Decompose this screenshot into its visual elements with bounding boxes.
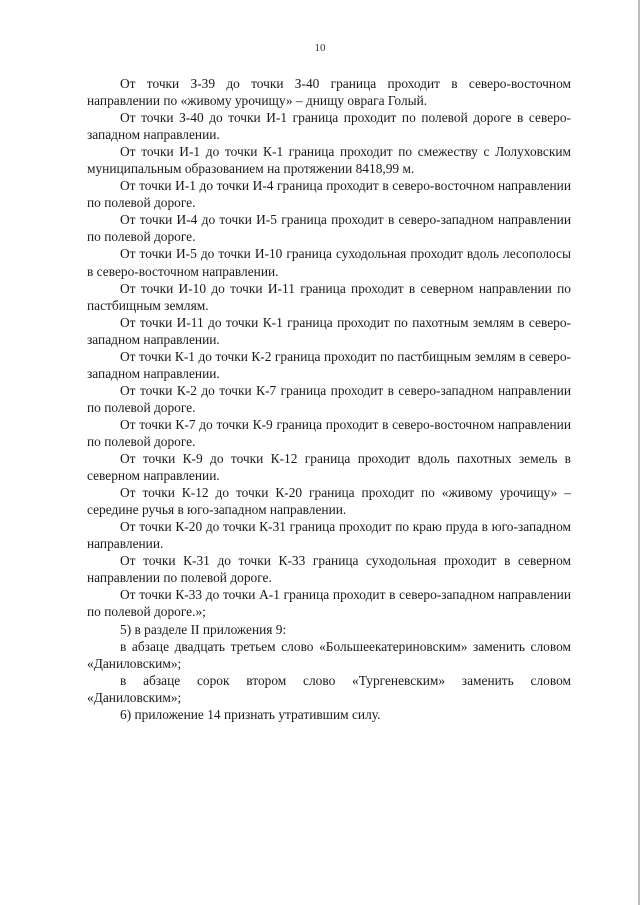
page-number: 10 bbox=[314, 42, 326, 54]
document-body bbox=[87, 75, 571, 723]
paragraph: От точки К-33 до точки А-1 граница проходит в северо-западном направлении по полевой дороге.»; bbox=[87, 587, 571, 620]
paragraph: От точки К-7 до точки К-9 граница проходит в северо-восточном направлении по полевой дороге. bbox=[87, 416, 571, 449]
paragraph: От точки И-4 до точки И-5 граница проходит в северо-западном направлении по полевой дороге. bbox=[87, 212, 571, 245]
paragraph: в абзаце сорок втором слово «Тургеневским» заменить словом «Даниловским»; bbox=[87, 672, 571, 705]
paragraph: От точки К-1 до точки К-2 граница проходит по пастбищным землям в северо-западном направлении. bbox=[87, 348, 571, 381]
paragraph: От точки К-12 до точки К-20 граница проходит по «живому урочищу» – середине ручья в юго-западном направлении. bbox=[87, 485, 571, 518]
paragraph: От точки З-39 до точки З-40 граница проходит в северо-восточном направлении по «живому урочищу» – днищу оврага Голый. bbox=[87, 76, 571, 109]
paragraph: От точки И-1 до точки И-4 граница проходит в северо-восточном направлении по полевой дороге. bbox=[87, 178, 571, 211]
paragraph: От точки И-5 до точки И-10 граница суходольная проходит вдоль лесополосы в северо-восточном направлении. bbox=[87, 246, 571, 279]
paragraph: От точки И-10 до точки И-11 граница проходит в северном направлении по пастбищным землям. bbox=[87, 280, 571, 313]
paragraph: От точки З-40 до точки И-1 граница проходит по полевой дороге в северо-западном направлении. bbox=[87, 110, 571, 143]
paragraph: От точки И-11 до точки К-1 граница проходит по пахотным землям в северо-западном направлении. bbox=[87, 314, 571, 347]
paragraph: От точки К-2 до точки К-7 граница проходит в северо-западном направлении по полевой дороге. bbox=[87, 382, 571, 415]
paragraph: От точки К-20 до точки К-31 граница проходит по краю пруда в юго-западном направлении. bbox=[87, 519, 571, 552]
paragraph: От точки И-1 до точки К-1 граница проходит по смежеству с Лолуховским муниципальным образованием на протяжении 8418,99 м. bbox=[87, 144, 571, 177]
paragraph: в абзаце двадцать третьем слово «Большеекатериновским» заменить словом «Даниловским»; bbox=[87, 638, 571, 671]
paragraph: От точки К-9 до точки К-12 граница проходит вдоль пахотных земель в северном направлении. bbox=[87, 451, 571, 484]
list-item: 6) приложение 14 признать утратившим силу. bbox=[120, 706, 381, 722]
paragraph: От точки К-31 до точки К-33 граница суходольная проходит в северном направлении по полевой дороге. bbox=[87, 553, 571, 586]
list-item: 5) в разделе II приложения 9: bbox=[120, 621, 287, 637]
